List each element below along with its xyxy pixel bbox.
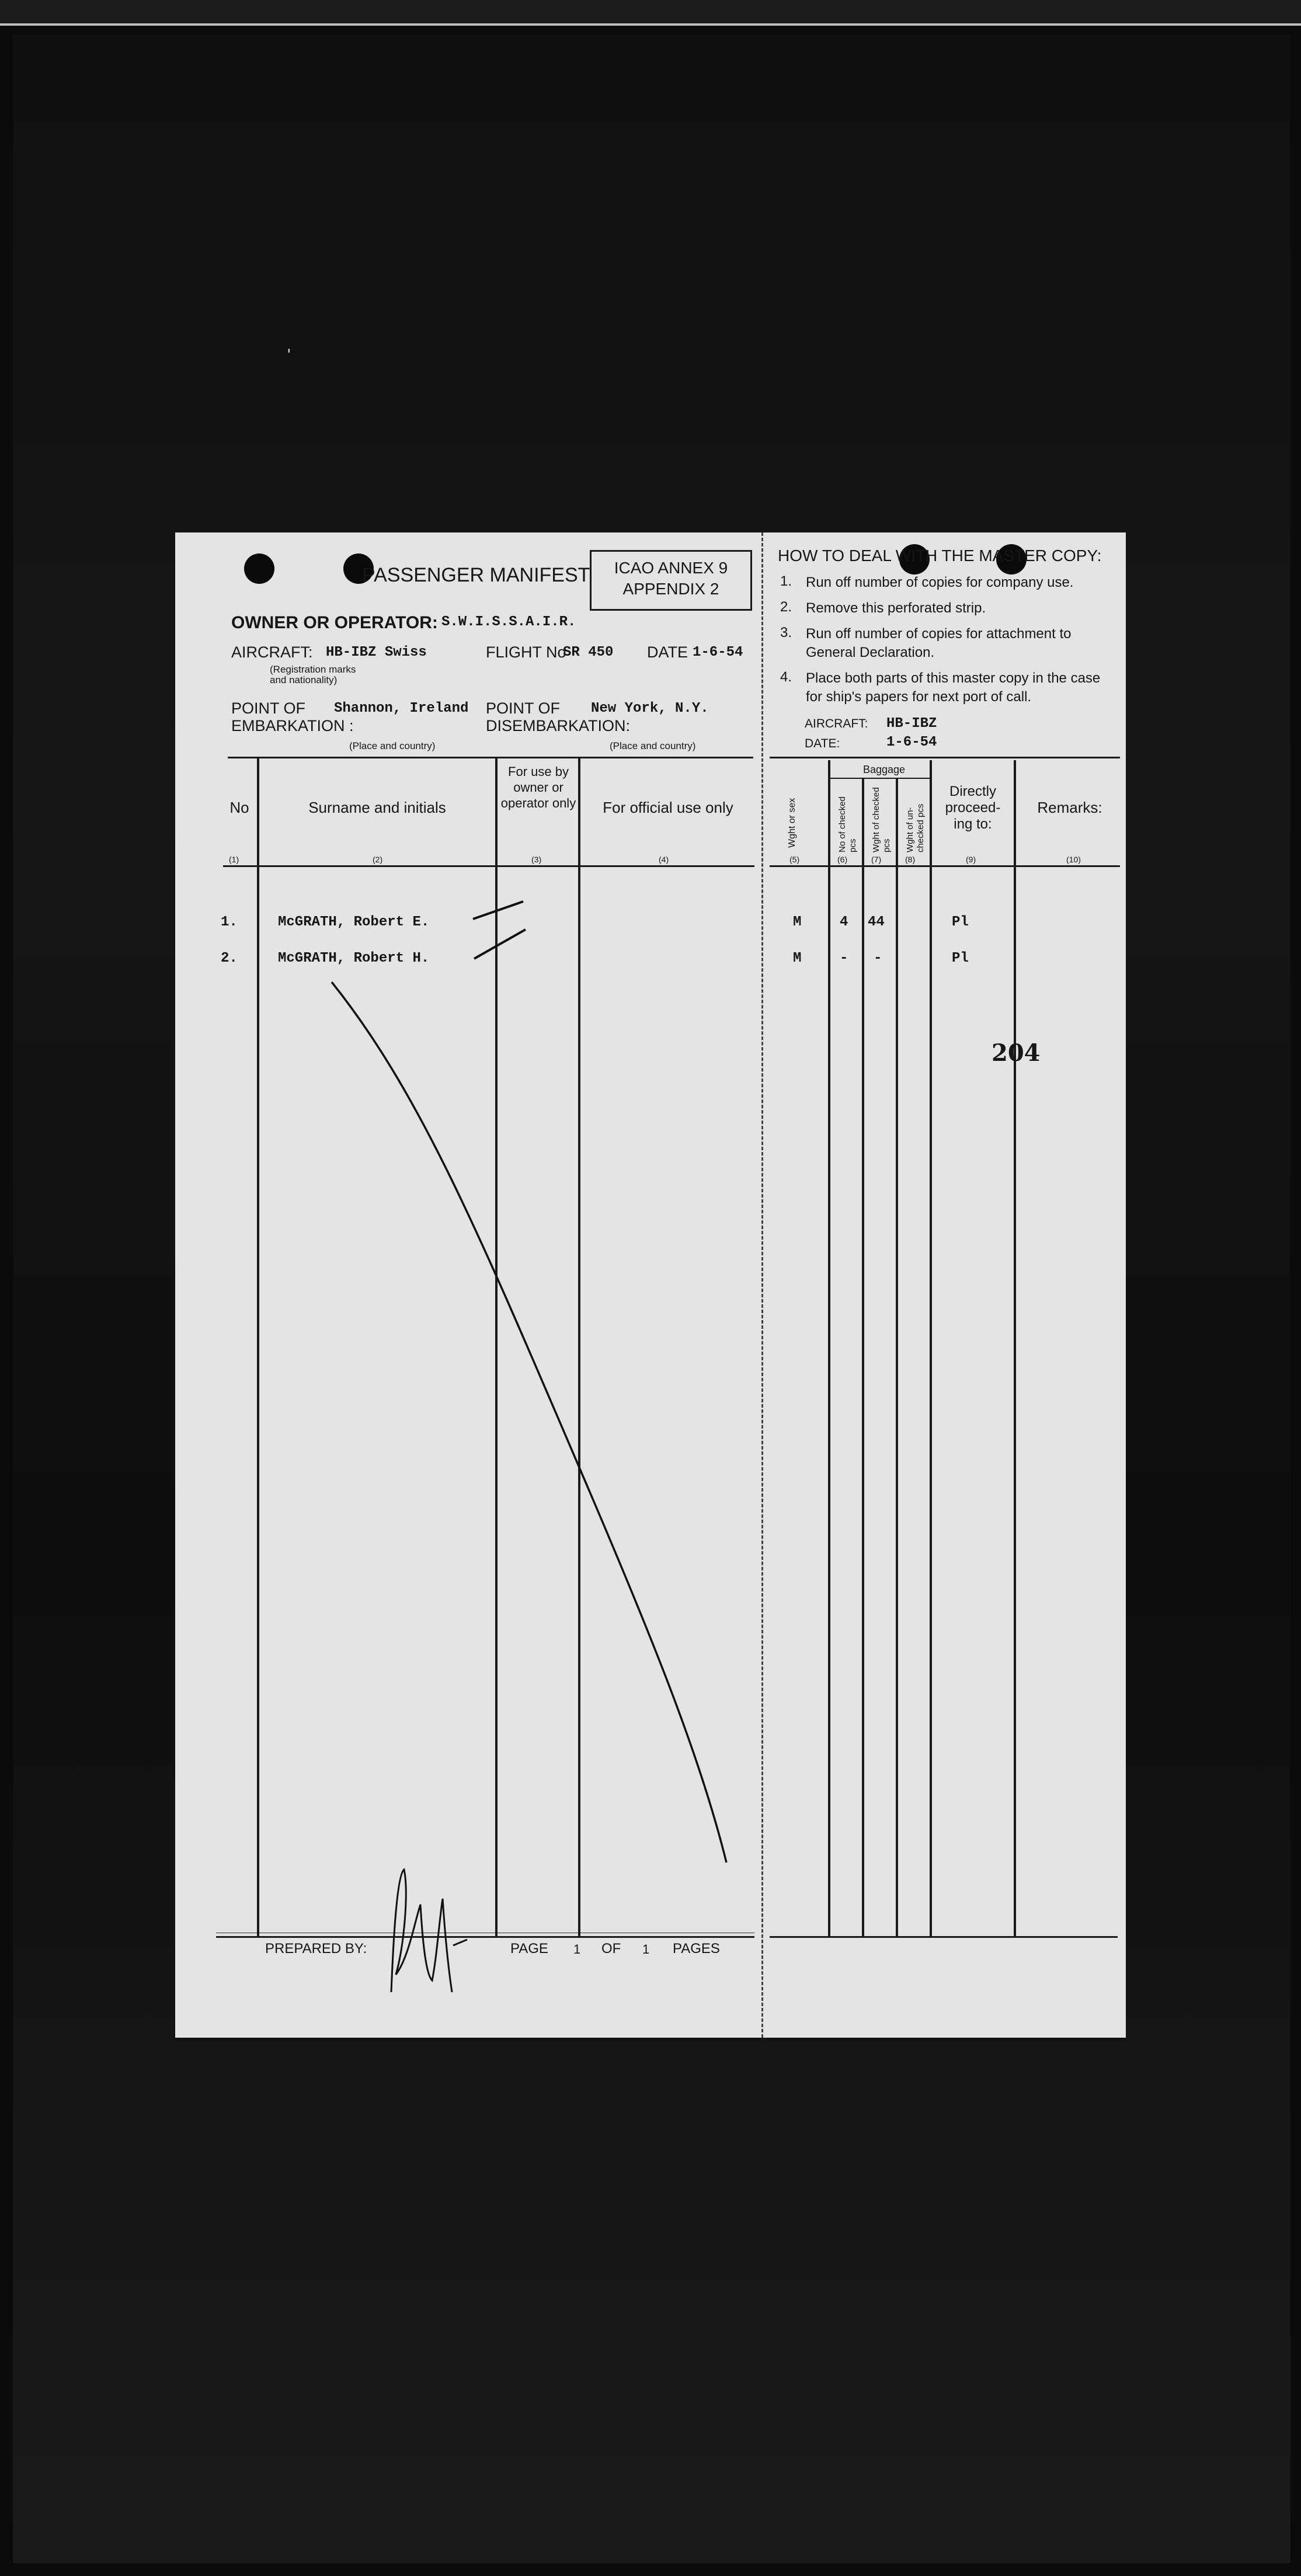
place-note-2: (Place and country) <box>610 740 696 751</box>
column-number: (6) <box>837 855 848 864</box>
header-wght-checked: Wght of checked pcs <box>871 787 892 852</box>
instructions-aircraft-value: HB-IBZ <box>886 716 937 732</box>
passenger-sex: M <box>793 951 802 966</box>
instruction-text: Run off number of copies for company use. <box>806 575 1074 590</box>
embark-label-1: POINT OF <box>231 699 306 717</box>
annex-line-1: ICAO ANNEX 9 <box>614 559 728 577</box>
instruction-number: 1. <box>780 573 792 589</box>
instruction-text: Run off number of copies for attachment to General Declaration. <box>806 626 1072 660</box>
header-baggage: Baggage <box>863 764 906 775</box>
film-speck: ' <box>287 346 291 365</box>
page-label: PAGE <box>510 1941 548 1957</box>
checked-weight: - <box>874 951 882 966</box>
header-surname: Surname and initials <box>308 799 446 816</box>
column-number: (9) <box>966 855 976 864</box>
of-number: 1 <box>642 1942 650 1957</box>
instructions-date-value: 1-6-54 <box>886 734 937 750</box>
instructions-date-label: DATE: <box>805 737 840 750</box>
owner-label: OWNER OR OPERATOR: <box>231 613 438 632</box>
column-number: (8) <box>905 855 916 864</box>
manifest-document <box>175 532 1126 2038</box>
column-number: (3) <box>531 855 542 864</box>
of-label: OF <box>601 1941 621 1957</box>
flight-label: FLIGHT No <box>486 643 566 661</box>
owner-value: S.W.I.S.S.A.I.R. <box>441 614 576 630</box>
column-number: (4) <box>659 855 669 864</box>
header-owner-use: For use by owner or operator only <box>500 764 576 810</box>
disembark-value: New York, N.Y. <box>591 701 709 716</box>
passenger-name: McGRATH, Robert H. <box>278 951 430 966</box>
row-number: 2. <box>221 951 238 966</box>
instruction-number: 2. <box>780 599 792 615</box>
manifest-title: PASSENGER MANIFEST <box>362 564 590 586</box>
place-note-1: (Place and country) <box>349 740 436 751</box>
disembark-label-2: DISEMBARKATION: <box>486 717 631 734</box>
stamp-number: 204 <box>992 1039 1041 1067</box>
checked-pieces: 4 <box>840 914 848 930</box>
instruction-text: Place both parts of this master copy in the case for ship's papers for next port of call. <box>806 670 1101 705</box>
embark-value: Shannon, Ireland <box>334 701 469 716</box>
instruction-number: 4. <box>780 669 792 685</box>
header-directly: Directly proceed-ing to: <box>945 784 1001 832</box>
column-number: (10) <box>1066 855 1081 864</box>
date-label: DATE <box>647 643 688 661</box>
checked-weight: 44 <box>868 914 885 930</box>
column-number: (1) <box>229 855 239 864</box>
instructions-aircraft-label: AIRCRAFT: <box>805 717 868 730</box>
destination: Pl <box>952 914 969 930</box>
passenger-name: McGRATH, Robert E. <box>278 914 430 930</box>
pages-label: PAGES <box>673 1941 720 1957</box>
embark-label-2: EMBARKATION : <box>231 717 354 734</box>
instructions-heading: HOW TO DEAL WITH THE MASTER COPY: <box>778 546 1102 565</box>
instruction-number: 3. <box>780 625 792 640</box>
destination: Pl <box>952 951 969 966</box>
film-top-edge <box>0 0 1301 26</box>
signature <box>391 1870 467 1992</box>
header-no-checked: No of checked pcs <box>837 796 858 852</box>
column-number: (2) <box>373 855 383 864</box>
aircraft-value: HB-IBZ Swiss <box>326 645 427 660</box>
header-weight-sex: Wght or sex <box>787 798 797 848</box>
row-number: 1. <box>221 914 238 930</box>
page-number: 1 <box>573 1942 581 1957</box>
checked-pieces: - <box>840 951 848 966</box>
header-no: No <box>229 799 249 816</box>
header-remarks: Remarks: <box>1037 799 1102 816</box>
aircraft-label: AIRCRAFT: <box>231 643 313 661</box>
header-official: For official use only <box>603 799 733 816</box>
passenger-sex: M <box>793 914 802 930</box>
date-value: 1-6-54 <box>693 645 743 660</box>
flight-value: SR 450 <box>563 645 614 660</box>
registration-note: (Registration marks and nationality) <box>270 664 356 685</box>
void-line <box>332 982 726 1863</box>
column-number: (5) <box>789 855 800 864</box>
column-number: (7) <box>871 855 882 864</box>
prepared-by-label: PREPARED BY: <box>265 1941 367 1957</box>
tick-marks <box>473 901 526 959</box>
pen-strokes <box>175 532 1126 2038</box>
disembark-label-1: POINT OF <box>486 699 561 717</box>
annex-line-2: APPENDIX 2 <box>622 580 719 598</box>
header-wght-unchecked: Wght of un-checked pcs <box>905 803 926 852</box>
instruction-text: Remove this perforated strip. <box>806 600 986 616</box>
